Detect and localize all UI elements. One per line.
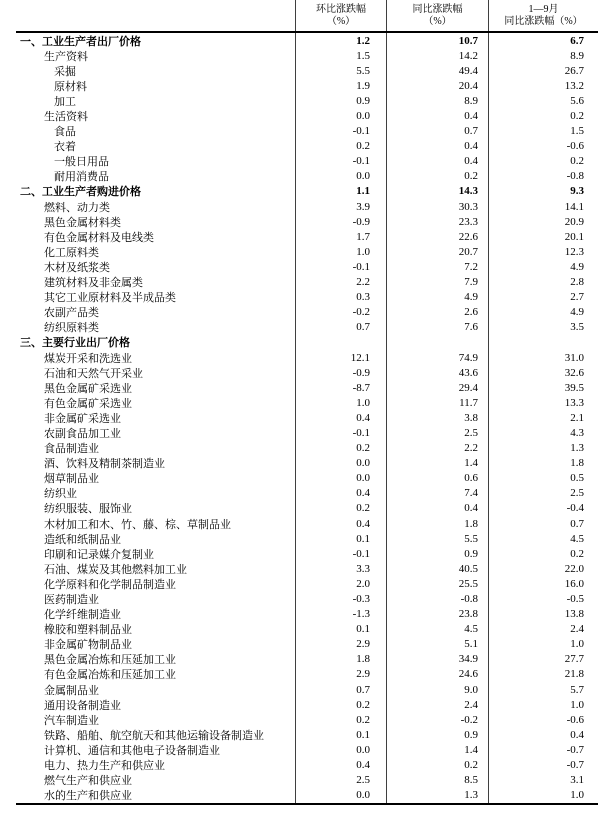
yoy-value: 14.3	[386, 184, 488, 199]
mom-value: 0.2	[295, 139, 386, 154]
ytd-value: -0.5	[488, 591, 598, 606]
mom-value: 0.0	[295, 788, 386, 803]
row-label: 橡胶和塑料制品业	[44, 624, 132, 637]
yoy-value: 22.6	[386, 229, 488, 244]
yoy-value: 10.7	[386, 33, 488, 48]
row-label: 一般日用品	[54, 156, 109, 169]
mom-value: 0.7	[295, 682, 386, 697]
ytd-value: 1.0	[488, 788, 598, 803]
ytd-value: 0.4	[488, 727, 598, 742]
yoy-value: 8.5	[386, 773, 488, 788]
mom-value: 0.0	[295, 456, 386, 471]
mom-value: 0.4	[295, 758, 386, 773]
yoy-value: 0.9	[386, 727, 488, 742]
yoy-value: 20.7	[386, 244, 488, 259]
yoy-value: 43.6	[386, 365, 488, 380]
ppi-price-table	[16, 0, 598, 805]
ytd-value: 21.8	[488, 667, 598, 682]
table-row	[16, 108, 598, 123]
mom-value: -0.3	[295, 591, 386, 606]
yoy-value: 74.9	[386, 350, 488, 365]
yoy-value: 0.4	[386, 139, 488, 154]
table-row	[16, 697, 598, 712]
mom-value: 0.2	[295, 712, 386, 727]
yoy-value: 0.4	[386, 154, 488, 169]
table-row	[16, 410, 598, 425]
table-row	[16, 471, 598, 486]
yoy-value: 49.4	[386, 63, 488, 78]
row-label: 采掘	[54, 65, 76, 78]
ytd-value: 2.1	[488, 410, 598, 425]
table-row	[16, 305, 598, 320]
table-row	[16, 682, 598, 697]
ytd-value	[488, 335, 598, 350]
table-row	[16, 350, 598, 365]
row-label: 食品制造业	[44, 443, 99, 456]
ytd-value: -0.7	[488, 742, 598, 757]
yoy-value: 4.9	[386, 290, 488, 305]
row-label: 电力、热力生产和供应业	[44, 760, 165, 773]
row-label: 建筑材料及非金属类	[44, 277, 143, 290]
mom-value: 2.5	[295, 773, 386, 788]
mom-value: -0.2	[295, 305, 386, 320]
table-row	[16, 78, 598, 93]
row-label: 燃料、动力类	[44, 201, 110, 214]
ytd-value: 2.8	[488, 275, 598, 290]
table-row	[16, 712, 598, 727]
table-row	[16, 320, 598, 335]
row-label: 黑色金属冶炼和压延加工业	[44, 654, 176, 667]
yoy-value: 1.3	[386, 788, 488, 803]
mom-value: 0.9	[295, 93, 386, 108]
yoy-value: 0.9	[386, 546, 488, 561]
ytd-value: -0.6	[488, 139, 598, 154]
table-row	[16, 33, 598, 48]
table-row	[16, 199, 598, 214]
row-label: 造纸和纸制品业	[44, 533, 121, 546]
yoy-value: 7.2	[386, 259, 488, 274]
mom-value: 1.2	[295, 33, 386, 48]
mom-value: -0.1	[295, 425, 386, 440]
header-ytd-column	[488, 0, 598, 31]
ytd-value: 13.8	[488, 607, 598, 622]
ytd-value: 8.9	[488, 48, 598, 63]
mom-value: 12.1	[295, 350, 386, 365]
ytd-value: 27.7	[488, 652, 598, 667]
row-label: 三、主要行业出厂价格	[20, 337, 130, 350]
ytd-value: 12.3	[488, 244, 598, 259]
table-row	[16, 395, 598, 410]
row-label: 酒、饮料及精制茶制造业	[44, 458, 165, 471]
mom-value: 1.0	[295, 244, 386, 259]
row-label: 烟草制品业	[44, 473, 99, 486]
mom-value: -0.1	[295, 124, 386, 139]
yoy-value: 34.9	[386, 652, 488, 667]
header-label-column	[16, 0, 295, 31]
ytd-value: 1.0	[488, 697, 598, 712]
ytd-value: 5.7	[488, 682, 598, 697]
row-label: 有色金属矿采选业	[44, 397, 132, 410]
mom-value: 1.9	[295, 78, 386, 93]
table-row	[16, 652, 598, 667]
table-row	[16, 758, 598, 773]
row-label: 二、工业生产者购进价格	[20, 186, 141, 199]
row-label: 其它工业原材料及半成品类	[44, 292, 176, 305]
ytd-value: 13.2	[488, 78, 598, 93]
mom-value: 1.0	[295, 395, 386, 410]
table-row	[16, 667, 598, 682]
header-mom-line2: （%）	[326, 15, 356, 27]
row-label: 石油、煤炭及其他燃料加工业	[44, 563, 187, 576]
table-row	[16, 501, 598, 516]
yoy-value: -0.8	[386, 591, 488, 606]
mom-value: 0.1	[295, 622, 386, 637]
row-label: 纺织服装、服饰业	[44, 503, 132, 516]
yoy-value: 25.5	[386, 576, 488, 591]
table-row	[16, 214, 598, 229]
row-label: 煤炭开采和洗选业	[44, 352, 132, 365]
table-row	[16, 380, 598, 395]
header-yoy-column	[386, 0, 488, 31]
mom-value: -0.1	[295, 259, 386, 274]
ytd-value: 22.0	[488, 561, 598, 576]
mom-value: 0.0	[295, 742, 386, 757]
mom-value: -0.1	[295, 546, 386, 561]
table-row	[16, 154, 598, 169]
row-label: 黑色金属矿采选业	[44, 382, 132, 395]
ytd-value: 4.5	[488, 531, 598, 546]
row-label: 有色金属冶炼和压延加工业	[44, 669, 176, 682]
yoy-value: 7.4	[386, 486, 488, 501]
yoy-value: 2.6	[386, 305, 488, 320]
ytd-value: 4.3	[488, 425, 598, 440]
mom-value: -0.1	[295, 154, 386, 169]
table-row	[16, 365, 598, 380]
ytd-value: 0.2	[488, 154, 598, 169]
ytd-value: 4.9	[488, 305, 598, 320]
row-label: 化学原料和化学制品制造业	[44, 578, 176, 591]
ytd-value: 5.6	[488, 93, 598, 108]
row-label: 水的生产和供应业	[44, 790, 132, 803]
table-row	[16, 63, 598, 78]
yoy-value: 3.8	[386, 410, 488, 425]
ytd-value: 0.5	[488, 471, 598, 486]
ytd-value: 13.3	[488, 395, 598, 410]
ytd-value: 3.5	[488, 320, 598, 335]
table-row	[16, 139, 598, 154]
table-row	[16, 48, 598, 63]
table-row	[16, 591, 598, 606]
table-row	[16, 124, 598, 139]
yoy-value: 0.2	[386, 758, 488, 773]
yoy-value: 29.4	[386, 380, 488, 395]
ytd-value: 0.2	[488, 546, 598, 561]
ytd-value: 9.3	[488, 184, 598, 199]
yoy-value: 0.7	[386, 124, 488, 139]
table-row	[16, 576, 598, 591]
table-row	[16, 184, 598, 199]
table-row	[16, 788, 598, 803]
mom-value: 0.2	[295, 441, 386, 456]
row-label: 农副产品类	[44, 307, 99, 320]
yoy-value: 11.7	[386, 395, 488, 410]
yoy-value: 4.5	[386, 622, 488, 637]
row-label: 非金属矿物制品业	[44, 639, 132, 652]
ytd-value: 0.2	[488, 108, 598, 123]
yoy-value: 2.2	[386, 441, 488, 456]
row-label: 纺织原料类	[44, 322, 99, 335]
row-label: 加工	[54, 95, 76, 108]
mom-value: -1.3	[295, 607, 386, 622]
ytd-value: 6.7	[488, 33, 598, 48]
ytd-value: 31.0	[488, 350, 598, 365]
ytd-value: 2.5	[488, 486, 598, 501]
table-row	[16, 229, 598, 244]
mom-value: -8.7	[295, 380, 386, 395]
yoy-value: 2.5	[386, 425, 488, 440]
header-ytd-line1: 1—9月	[528, 3, 559, 15]
ytd-value: 4.9	[488, 259, 598, 274]
table-row	[16, 546, 598, 561]
mom-value	[295, 335, 386, 350]
row-label: 化学纤维制造业	[44, 609, 121, 622]
ytd-value: 3.1	[488, 773, 598, 788]
ytd-value: 1.5	[488, 124, 598, 139]
mom-value: 0.3	[295, 290, 386, 305]
mom-value: 0.1	[295, 727, 386, 742]
mom-value: 0.4	[295, 516, 386, 531]
row-label: 通用设备制造业	[44, 699, 121, 712]
ytd-value: 20.1	[488, 229, 598, 244]
mom-value: 5.5	[295, 63, 386, 78]
row-label: 医药制造业	[44, 594, 99, 607]
yoy-value: 5.1	[386, 637, 488, 652]
yoy-value: 1.4	[386, 456, 488, 471]
table-row	[16, 425, 598, 440]
row-label: 化工原料类	[44, 246, 99, 259]
yoy-value: 20.4	[386, 78, 488, 93]
yoy-value: 0.4	[386, 501, 488, 516]
table-row	[16, 622, 598, 637]
ytd-value: 1.0	[488, 637, 598, 652]
yoy-value: 0.6	[386, 471, 488, 486]
ytd-value: -0.8	[488, 169, 598, 184]
mom-value: 1.5	[295, 48, 386, 63]
table-row	[16, 516, 598, 531]
table-row	[16, 93, 598, 108]
yoy-value: 23.8	[386, 607, 488, 622]
yoy-value	[386, 335, 488, 350]
row-label: 木材加工和木、竹、藤、棕、草制品业	[44, 518, 231, 531]
table-row	[16, 290, 598, 305]
mom-value: 0.1	[295, 531, 386, 546]
row-label: 燃气生产和供应业	[44, 775, 132, 788]
table-row	[16, 637, 598, 652]
ytd-value: -0.6	[488, 712, 598, 727]
ytd-value: 0.7	[488, 516, 598, 531]
row-label: 铁路、船舶、航空航天和其他运输设备制造业	[44, 729, 264, 742]
yoy-value: 23.3	[386, 214, 488, 229]
yoy-value: 0.2	[386, 169, 488, 184]
ytd-value: 2.7	[488, 290, 598, 305]
mom-value: 0.0	[295, 471, 386, 486]
row-label: 木材及纸浆类	[44, 261, 110, 274]
table-row	[16, 335, 598, 350]
table-row	[16, 441, 598, 456]
mom-value: 0.4	[295, 486, 386, 501]
mom-value: 0.0	[295, 108, 386, 123]
table-row	[16, 244, 598, 259]
mom-value: 0.0	[295, 169, 386, 184]
mom-value: 0.2	[295, 697, 386, 712]
header-yoy-line1: 同比涨跌幅	[412, 3, 463, 15]
row-label: 汽车制造业	[44, 714, 99, 727]
yoy-value: 0.4	[386, 108, 488, 123]
yoy-value: 1.8	[386, 516, 488, 531]
row-label: 金属制品业	[44, 684, 99, 697]
row-label: 非金属矿采选业	[44, 412, 121, 425]
yoy-value: 24.6	[386, 667, 488, 682]
mom-value: 3.3	[295, 561, 386, 576]
ytd-value: 32.6	[488, 365, 598, 380]
table-row	[16, 259, 598, 274]
ytd-value: 16.0	[488, 576, 598, 591]
mom-value: 1.8	[295, 652, 386, 667]
ytd-value: -0.7	[488, 758, 598, 773]
yoy-value: 7.6	[386, 320, 488, 335]
yoy-value: 1.4	[386, 742, 488, 757]
ytd-value: 39.5	[488, 380, 598, 395]
table-row	[16, 275, 598, 290]
yoy-value: -0.2	[386, 712, 488, 727]
row-label: 耐用消费品	[54, 171, 109, 184]
row-label: 纺织业	[44, 488, 77, 501]
yoy-value: 8.9	[386, 93, 488, 108]
yoy-value: 5.5	[386, 531, 488, 546]
yoy-value: 14.2	[386, 48, 488, 63]
yoy-value: 7.9	[386, 275, 488, 290]
header-yoy-line2: （%）	[423, 15, 452, 27]
row-label: 计算机、通信和其他电子设备制造业	[44, 744, 220, 757]
table-row	[16, 486, 598, 501]
mom-value: 0.2	[295, 501, 386, 516]
mom-value: 0.7	[295, 320, 386, 335]
row-label: 生活资料	[44, 111, 88, 124]
mom-value: 2.0	[295, 576, 386, 591]
mom-value: 0.4	[295, 410, 386, 425]
row-label: 原材料	[54, 80, 87, 93]
row-label: 生产资料	[44, 50, 88, 63]
mom-value: -0.9	[295, 214, 386, 229]
mom-value: -0.9	[295, 365, 386, 380]
yoy-value: 2.4	[386, 697, 488, 712]
ytd-value: 26.7	[488, 63, 598, 78]
row-label: 有色金属材料及电线类	[44, 231, 154, 244]
mom-value: 1.1	[295, 184, 386, 199]
row-label: 一、工业生产者出厂价格	[20, 35, 141, 48]
mom-value: 2.9	[295, 637, 386, 652]
mom-value: 2.2	[295, 275, 386, 290]
row-label: 衣着	[54, 141, 76, 154]
mom-value: 3.9	[295, 199, 386, 214]
ytd-value: 1.8	[488, 456, 598, 471]
yoy-value: 30.3	[386, 199, 488, 214]
ytd-value: -0.4	[488, 501, 598, 516]
header-mom-column	[295, 0, 386, 31]
yoy-value: 9.0	[386, 682, 488, 697]
table-row	[16, 531, 598, 546]
table-body	[16, 33, 598, 805]
header-ytd-line2: 同比涨跌幅（%）	[504, 15, 583, 27]
ytd-value: 1.3	[488, 441, 598, 456]
table-row	[16, 456, 598, 471]
header-mom-line1: 环比涨跌幅	[316, 3, 366, 15]
ytd-value: 14.1	[488, 199, 598, 214]
row-label: 农副食品加工业	[44, 427, 121, 440]
mom-value: 2.9	[295, 667, 386, 682]
yoy-value: 40.5	[386, 561, 488, 576]
table-row	[16, 727, 598, 742]
table-row	[16, 607, 598, 622]
row-label: 石油和天然气开采业	[44, 367, 143, 380]
table-header	[16, 0, 598, 33]
row-label: 印刷和记录媒介复制业	[44, 548, 154, 561]
row-label: 食品	[54, 126, 76, 139]
ytd-value: 20.9	[488, 214, 598, 229]
row-label: 黑色金属材料类	[44, 216, 121, 229]
table-row	[16, 169, 598, 184]
table-row	[16, 742, 598, 757]
mom-value: 1.7	[295, 229, 386, 244]
table-row	[16, 773, 598, 788]
table-row	[16, 561, 598, 576]
ytd-value: 2.4	[488, 622, 598, 637]
